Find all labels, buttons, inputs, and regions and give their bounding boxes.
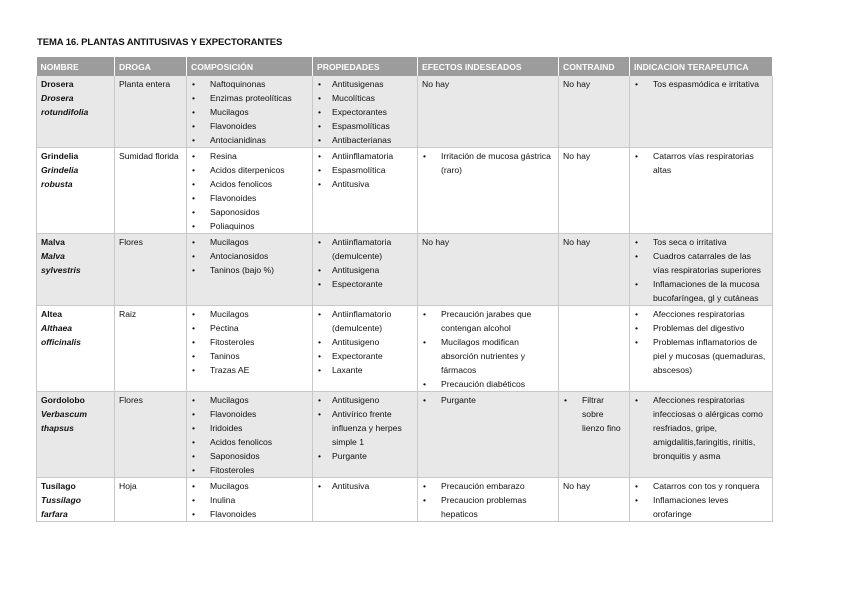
composition-item: • Acidos fenolicos [191,435,308,449]
col-header-droga: DROGA [115,57,187,76]
cell-indicacion [630,76,773,148]
cell-nombre [37,76,115,148]
col-header-composicion: COMPOSICIÓN [187,57,313,76]
side-effect-item: • Purgante [422,393,554,407]
cell-indicacion [630,478,773,522]
composition-list [191,77,308,147]
property-item: • Laxante [317,363,413,377]
table-row [37,478,773,522]
cell-efectos [418,76,559,148]
indication-item: • Tos espasmódica e irritativa [634,77,768,91]
cell-propiedades [313,234,418,306]
cell-composicion [187,234,313,306]
indication-item: • Catarros con tos y ronquera [634,479,768,493]
contra-text: No hay [563,237,591,247]
col-header-propiedades: PROPIEDADES [313,57,418,76]
indication-item: • Afecciones respiratorias [634,307,768,321]
composition-item: • Mucilagos [191,307,308,321]
table-header-row [37,57,773,76]
composition-item: • Acidos fenolicos [191,177,308,191]
composition-item: • Mucilagos [191,105,308,119]
cell-indicacion [630,148,773,234]
col-header-efectos: EFECTOS INDESEADOS [418,57,559,76]
side-effects-text: No hay [422,79,450,89]
scientific-name: Malva [41,251,65,261]
side-effect-item: • Mucilagos modifican absorción nutrientes y fármacos [422,335,554,377]
cell-contraind [559,148,630,234]
table-row [37,306,773,392]
side-effects-text: No hay [422,237,450,247]
property-list [317,393,413,463]
scientific-name: sylvestris [41,265,81,275]
cell-contraind [559,478,630,522]
property-list [317,479,413,493]
composition-item: • Antocianidinas [191,133,308,147]
contra-text: No hay [563,151,591,161]
composition-item: • Fitosteroles [191,463,308,477]
composition-item: • Fitosteroles [191,335,308,349]
table-row [37,392,773,478]
composition-item: • Flavonoides [191,191,308,205]
plant-name: Drosera [41,79,74,89]
scientific-name: farfara [41,509,68,519]
cell-composicion [187,76,313,148]
property-item: • Antiinfllamatoria [317,149,413,163]
cell-droga: Flores [115,392,187,478]
side-effect-list [422,393,554,407]
cell-indicacion [630,392,773,478]
cell-efectos [418,148,559,234]
composition-list [191,235,308,277]
side-effect-item: • Precaución jarabes que contengan alcohol [422,307,554,335]
table-row [37,234,773,306]
side-effect-list [422,149,554,177]
composition-item: • Saponosidos [191,205,308,219]
indication-item: • Tos seca o irritativa [634,235,768,249]
indication-item: • Afecciones respiratorias infecciosas o alérgicas como resfriados, gripe, amigdalitis,faringitis, rinitis, bronquitis y asma [634,393,768,463]
indication-item: • Problemas inflamatorios de piel y mucosas (quemaduras, abscesos) [634,335,768,377]
cell-efectos [418,306,559,392]
composition-item: • Poliaquinos [191,219,308,233]
composition-list [191,307,308,377]
cell-droga: Hoja [115,478,187,522]
composition-item: • Pectina [191,321,308,335]
col-header-indicacion: INDICACION TERAPEUTICA [630,57,773,76]
cell-efectos [418,234,559,306]
cell-composicion [187,148,313,234]
cell-droga: Raiz [115,306,187,392]
composition-item: • Saponosidos [191,449,308,463]
composition-item: • Antocianosidos [191,249,308,263]
contra-item: • Filtrar sobre lienzo fino [563,393,625,435]
indication-item: • Catarros vías respiratorias altas [634,149,768,177]
scientific-name: robusta [41,179,73,189]
composition-item: • Mucilagos [191,479,308,493]
composition-item: • Iridoides [191,421,308,435]
scientific-name: Tussilago [41,495,81,505]
plant-name: Grindelia [41,151,79,161]
cell-contraind [559,392,630,478]
property-item: • Antibacterianas [317,133,413,147]
side-effect-item: • Precaución diabéticos [422,377,554,391]
composition-list [191,149,308,233]
composition-item: • Trazas AE [191,363,308,377]
indication-item: • Problemas del digestivo [634,321,768,335]
cell-propiedades [313,76,418,148]
cell-droga: Sumidad florida [115,148,187,234]
composition-item: • Flavonoides [191,407,308,421]
plant-name: Tusílago [41,481,76,491]
contra-text: No hay [563,79,591,89]
property-item: • Antitusigeno [317,393,413,407]
plant-name: Altea [41,309,63,319]
property-item: • Expectorantes [317,105,413,119]
property-list [317,149,413,191]
composition-item: • Taninos (bajo %) [191,263,308,277]
side-effect-list [422,307,554,391]
property-item: • Antitusigena [317,263,413,277]
cell-droga: Flores [115,234,187,306]
property-item: • Mucolíticas [317,91,413,105]
scientific-name: rotundifolia [41,107,89,117]
property-list [317,235,413,291]
side-effect-item: • Precaución embarazo [422,479,554,493]
indication-list [634,77,768,91]
plant-name: Malva [41,237,65,247]
cell-nombre [37,148,115,234]
property-item: • Purgante [317,449,413,463]
composition-item: • Mucilagos [191,235,308,249]
property-item: • Antitusiva [317,479,413,493]
cell-propiedades [313,148,418,234]
plant-name: Gordolobo [41,395,85,405]
indication-list [634,307,768,377]
property-item: • Espasmolíticas [317,119,413,133]
composition-item: • Inulina [191,493,308,507]
page-title: TEMA 16. PLANTAS ANTITUSIVAS Y EXPECTORANTES [37,37,283,48]
plants-table [36,57,773,522]
scientific-name: Althaea [41,323,73,333]
col-header-nombre: NOMBRE [37,57,115,76]
property-item: • Antiinflamatoria (demulcente) [317,235,413,263]
indication-item: • Inflamaciones leves orofaringe [634,493,768,521]
indication-list [634,393,768,463]
cell-nombre [37,306,115,392]
scientific-name: officinalis [41,337,81,347]
cell-indicacion [630,234,773,306]
composition-item: • Taninos [191,349,308,363]
cell-composicion [187,306,313,392]
side-effect-item: • Irritación de mucosa gástrica (raro) [422,149,554,177]
scientific-name: Verbascum [41,409,88,419]
composition-item: • Resina [191,149,308,163]
cell-composicion [187,392,313,478]
indication-list [634,149,768,177]
col-header-contraind: CONTRAIND [559,57,630,76]
property-item: • Antitusigenas [317,77,413,91]
scientific-name: thapsus [41,423,74,433]
cell-indicacion [630,306,773,392]
property-item: • Antitusigeno [317,335,413,349]
indication-item: • Cuadros catarrales de las vías respiratorias superiores [634,249,768,277]
property-item: • Antitusiva [317,177,413,191]
property-list [317,307,413,377]
cell-contraind [559,76,630,148]
cell-propiedades [313,478,418,522]
property-item: • Antivírico frente influenza y herpes simple 1 [317,407,413,449]
composition-item: • Naftoquinonas [191,77,308,91]
table-row [37,148,773,234]
scientific-name: Grindelia [41,165,79,175]
composition-item: • Enzimas proteolíticas [191,91,308,105]
cell-efectos [418,478,559,522]
property-list [317,77,413,147]
property-item: • Antiinflamatorio (demulcente) [317,307,413,335]
composition-item: • Mucilagos [191,393,308,407]
indication-list [634,235,768,305]
cell-efectos [418,392,559,478]
table-row [37,76,773,148]
composition-item: • Acidos diterpenicos [191,163,308,177]
composition-list [191,479,308,521]
property-item: • Espectorante [317,277,413,291]
cell-contraind [559,306,630,392]
property-item: • Expectorante [317,349,413,363]
indication-list [634,479,768,521]
cell-composicion [187,478,313,522]
indication-item: • Inflamaciones de la mucosa bucofaríngea, gl y cutáneas [634,277,768,305]
composition-item: • Flavonoides [191,119,308,133]
cell-nombre [37,478,115,522]
cell-propiedades [313,392,418,478]
contra-text: No hay [563,481,591,491]
cell-nombre [37,392,115,478]
cell-nombre [37,234,115,306]
property-item: • Espasmolítica [317,163,413,177]
cell-droga: Planta entera [115,76,187,148]
side-effect-item: • Precaucion problemas hepaticos [422,493,554,521]
composition-list [191,393,308,477]
cell-propiedades [313,306,418,392]
contra-list [563,393,625,435]
scientific-name: Drosera [41,93,74,103]
cell-contraind [559,234,630,306]
composition-item: • Flavonoides [191,507,308,521]
side-effect-list [422,479,554,521]
